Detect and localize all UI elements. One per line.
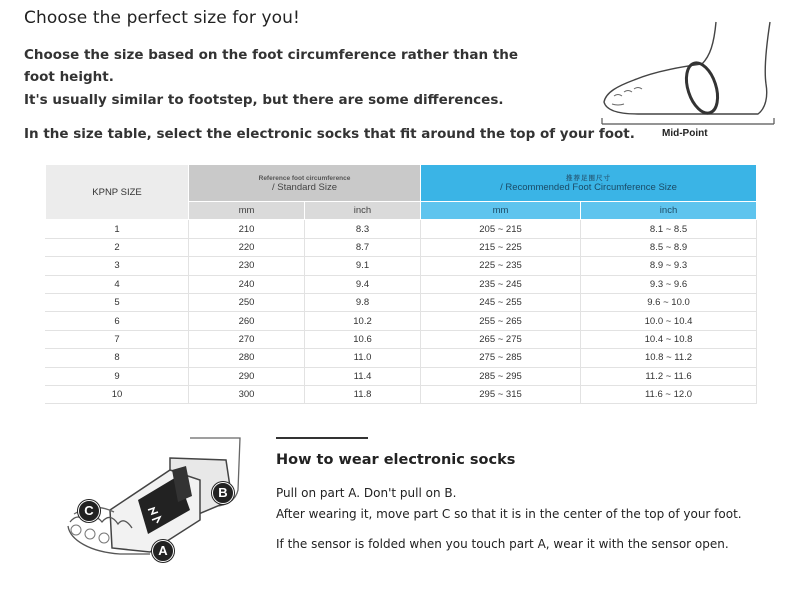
cell-size: 10: [46, 385, 189, 403]
cell-inch: 9.4: [305, 275, 421, 293]
cell-rec-mm: 295 ~ 315: [421, 385, 581, 403]
cell-rec-mm: 285 ~ 295: [421, 367, 581, 385]
table-row: [46, 385, 757, 403]
cell-rec-inch: 9.6 ~ 10.0: [581, 293, 757, 311]
unit-rec-inch: inch: [581, 202, 757, 220]
table-row: [46, 275, 757, 293]
cell-mm: 240: [189, 275, 305, 293]
unit-inch: inch: [305, 202, 421, 220]
cell-rec-mm: 205 ~ 215: [421, 220, 581, 238]
cell-mm: 210: [189, 220, 305, 238]
cell-rec-mm: 265 ~ 275: [421, 330, 581, 348]
header-recommended-label: / Recommended Foot Circumference Size: [500, 182, 677, 193]
cell-inch: 11.8: [305, 385, 421, 403]
size-table: [45, 164, 757, 404]
cell-rec-mm: 235 ~ 245: [421, 275, 581, 293]
intro-line-2: foot height.: [24, 69, 114, 85]
cell-inch: 10.6: [305, 330, 421, 348]
intro-line-4: In the size table, select the electronic socks that fit around the top of your foot.: [24, 126, 635, 142]
table-row: [46, 220, 757, 238]
cell-rec-inch: 11.2 ~ 11.6: [581, 367, 757, 385]
cell-mm: 220: [189, 238, 305, 256]
cell-inch: 8.7: [305, 238, 421, 256]
unit-mm: mm: [189, 202, 305, 220]
cell-rec-inch: 11.6 ~ 12.0: [581, 385, 757, 403]
cell-rec-mm: 225 ~ 235: [421, 257, 581, 275]
intro-line-3: It's usually similar to footstep, but there are some differences.: [24, 92, 504, 108]
cell-mm: 300: [189, 385, 305, 403]
table-row: [46, 330, 757, 348]
cell-inch: 10.2: [305, 312, 421, 330]
cell-inch: 11.4: [305, 367, 421, 385]
cell-mm: 290: [189, 367, 305, 385]
cell-size: 7: [46, 330, 189, 348]
table-row: [46, 312, 757, 330]
section-divider: [276, 437, 368, 439]
cell-rec-mm: 275 ~ 285: [421, 349, 581, 367]
cell-inch: 8.3: [305, 220, 421, 238]
cell-size: 8: [46, 349, 189, 367]
instruction-step-2: After wearing it, move part C so that it is in the center of the top of your foot.: [276, 507, 742, 521]
cell-rec-inch: 10.0 ~ 10.4: [581, 312, 757, 330]
unit-rec-mm: mm: [421, 202, 581, 220]
cell-inch: 9.8: [305, 293, 421, 311]
cell-rec-inch: 10.4 ~ 10.8: [581, 330, 757, 348]
header-standard-size: [189, 165, 421, 202]
instruction-step-1: Pull on part A. Don't pull on B.: [276, 486, 457, 500]
cell-size: 5: [46, 293, 189, 311]
mid-point-label: Mid-Point: [662, 128, 708, 139]
foot-diagram-icon: [598, 4, 788, 144]
part-b-badge: B: [212, 482, 234, 504]
cell-rec-mm: 215 ~ 225: [421, 238, 581, 256]
cell-size: 4: [46, 275, 189, 293]
header-kpnp-size: KPNP SIZE: [46, 165, 189, 220]
cell-size: 9: [46, 367, 189, 385]
header-standard-label: / Standard Size: [272, 181, 337, 193]
cell-size: 2: [46, 238, 189, 256]
header-recommended-size: [421, 165, 757, 202]
cell-inch: 9.1: [305, 257, 421, 275]
header-standard-small: Reference foot circumference: [258, 174, 351, 182]
table-row: [46, 367, 757, 385]
cell-rec-inch: 8.1 ~ 8.5: [581, 220, 757, 238]
cell-mm: 230: [189, 257, 305, 275]
how-to-wear-title: How to wear electronic socks: [276, 452, 516, 468]
cell-size: 6: [46, 312, 189, 330]
cell-mm: 260: [189, 312, 305, 330]
cell-rec-mm: 245 ~ 255: [421, 293, 581, 311]
cell-size: 3: [46, 257, 189, 275]
cell-rec-inch: 10.8 ~ 11.2: [581, 349, 757, 367]
cell-rec-inch: 9.3 ~ 9.6: [581, 275, 757, 293]
instruction-step-3: If the sensor is folded when you touch part A, wear it with the sensor open.: [276, 537, 729, 551]
part-c-badge: C: [78, 500, 100, 522]
cell-size: 1: [46, 220, 189, 238]
table-row: [46, 349, 757, 367]
cell-rec-mm: 255 ~ 265: [421, 312, 581, 330]
table-row: [46, 257, 757, 275]
page-title: Choose the perfect size for you!: [24, 8, 300, 28]
header-recommended-small: 推荐足围尺寸: [566, 175, 612, 182]
intro-line-1: Choose the size based on the foot circumference rather than the: [24, 47, 518, 63]
cell-inch: 11.0: [305, 349, 421, 367]
cell-mm: 250: [189, 293, 305, 311]
table-row: [46, 238, 757, 256]
cell-mm: 280: [189, 349, 305, 367]
table-row: [46, 293, 757, 311]
cell-rec-inch: 8.9 ~ 9.3: [581, 257, 757, 275]
cell-rec-inch: 8.5 ~ 8.9: [581, 238, 757, 256]
part-a-badge: A: [152, 540, 174, 562]
cell-mm: 270: [189, 330, 305, 348]
